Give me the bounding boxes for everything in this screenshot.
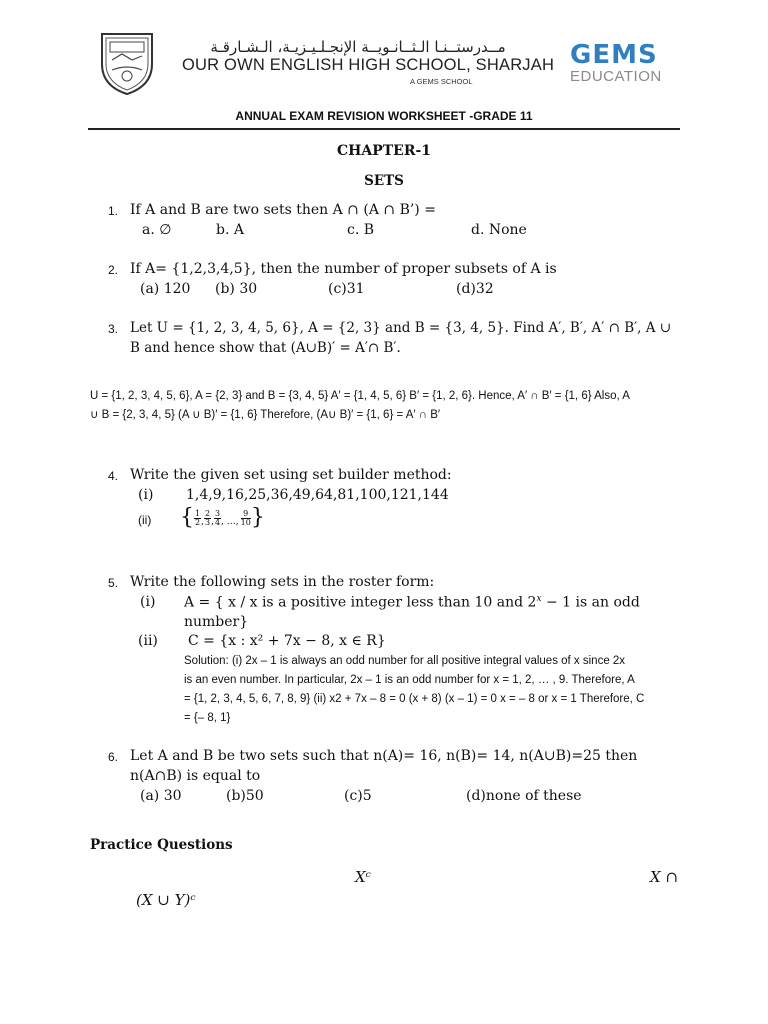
q6-option-c: (c)5 bbox=[344, 788, 372, 804]
question-1-text: If A and B are two sets then A ∩ (A ∩ B’) = bbox=[130, 202, 436, 218]
q6-option-a: (a) 30 bbox=[140, 788, 182, 804]
question-number: 1. bbox=[108, 204, 119, 218]
left-brace: { bbox=[180, 505, 194, 530]
question-5-text: Write the following sets in the roster form: bbox=[130, 574, 435, 590]
q2-option-c: (c)31 bbox=[328, 281, 365, 297]
right-brace: } bbox=[250, 505, 265, 530]
chapter-heading: CHAPTER-1 bbox=[336, 143, 432, 159]
question-2-text: If A= {1,2,3,4,5}, then the number of proper subsets of A is bbox=[130, 261, 557, 277]
q6-option-d: (d)none of these bbox=[466, 788, 582, 804]
q5-part-ii-text: C = {x : x² + 7x − 8, x ∈ R} bbox=[188, 633, 386, 649]
q1-option-b: b. A bbox=[216, 222, 244, 238]
question-4-text: Write the given set using set builder method: bbox=[130, 467, 452, 483]
topic-heading: SETS bbox=[364, 173, 404, 189]
q4-part-i-label: (i) bbox=[138, 487, 154, 503]
q1-option-a: a. ∅ bbox=[142, 222, 172, 238]
question-6-line-2: n(A∩B) is equal to bbox=[130, 768, 261, 784]
q5-solution-line-3: = {1, 2, 3, 4, 5, 6, 7, 8, 9} (ii) x2 + 7x – 8 = 0 (x + 8) (x – 1) = 0 x = – 8 or x = 1 Therefore, C bbox=[184, 693, 645, 705]
gems-wordmark: GEMS bbox=[570, 40, 658, 70]
question-6-line-1: Let A and B be two sets such that n(A)= 16, n(B)= 14, n(A∪B)=25 then bbox=[130, 748, 638, 764]
school-crest-icon bbox=[96, 30, 158, 96]
q1-option-d: d. None bbox=[471, 222, 527, 238]
q2-option-b: (b) 30 bbox=[215, 281, 258, 297]
question-3-solution-line-2: ∪ B = {2, 3, 4, 5} (A ∪ B)′ = {1, 6} Therefore, (A∪ B)′ = {1, 6} = A′ ∩ B′ bbox=[90, 409, 441, 421]
question-3-line-1: Let U = {1, 2, 3, 4, 5, 6}, A = {2, 3} and B = {3, 4, 5}. Find A′, B′, A′ ∩ B′, A ∪ bbox=[130, 320, 672, 336]
gems-education-label: EDUCATION bbox=[570, 68, 662, 85]
fraction: $\frac{2}{3}$ bbox=[204, 508, 211, 527]
question-number: 2. bbox=[108, 263, 119, 277]
fraction: $\frac{3}{4}$ bbox=[214, 508, 221, 527]
practice-expression-complement: Xᶜ bbox=[355, 868, 371, 886]
practice-expression-intersection: X ∩ bbox=[650, 868, 679, 886]
practice-expression-union-complement: (X ∪ Y)ᶜ bbox=[136, 891, 196, 909]
question-number: 5. bbox=[108, 576, 119, 590]
question-number: 3. bbox=[108, 322, 119, 336]
question-3-solution-line-1: U = {1, 2, 3, 4, 5, 6}, A = {2, 3} and B = {3, 4, 5} A′ = {1, 4, 5, 6} B′ = {1, 2, 6}. Hence, A′ ∩ B′ = {1, 6} Also, A bbox=[90, 390, 630, 402]
q5-part-ii-label: (ii) bbox=[138, 633, 158, 649]
q4-part-i-sequence: 1,4,9,16,25,36,49,64,81,100,121,144 bbox=[186, 487, 449, 503]
ellipsis: , …, bbox=[221, 517, 239, 527]
question-number: 6. bbox=[108, 750, 119, 764]
fraction: $\frac{1}{2}$ bbox=[195, 508, 201, 527]
q4-part-ii-fraction-set: { $\frac{1}{2}$ , $\frac{2}{3}$ , $\frac{3}{4}$ , …, $\frac{9}{10}$ } bbox=[180, 505, 265, 530]
school-tagline: A GEMS SCHOOL bbox=[410, 77, 473, 86]
gems-education-logo bbox=[570, 42, 662, 85]
q5-part-i-label: (i) bbox=[140, 594, 156, 610]
q2-option-d: (d)32 bbox=[456, 281, 494, 297]
q5-part-i-text-b: − 1 is an odd bbox=[541, 594, 640, 611]
fraction: $\frac{9}{10}$ bbox=[240, 508, 251, 527]
q2-option-a: (a) 120 bbox=[140, 281, 191, 297]
q5-solution-line-4: = {– 8, 1} bbox=[184, 712, 231, 724]
exponent: x bbox=[536, 594, 542, 604]
q5-part-i-text-a: A = { x / x is a positive integer less than 10 and 2 bbox=[184, 594, 537, 611]
q1-option-c: c. B bbox=[347, 222, 375, 238]
q5-part-i-line-2: number} bbox=[184, 614, 249, 630]
q6-option-b: (b)50 bbox=[226, 788, 264, 804]
arabic-school-name: مــدرستــنـا الـثــانـويــة الإنجـلـيـزيـة، الـشـارقـة bbox=[210, 38, 506, 56]
q5-part-i-text bbox=[184, 594, 640, 611]
question-3-line-2: B and hence show that (A∪B)′ = A′∩ B′. bbox=[130, 340, 401, 356]
document-title: ANNUAL EXAM REVISION WORKSHEET -GRADE 11 bbox=[235, 109, 533, 123]
practice-heading: Practice Questions bbox=[90, 837, 233, 853]
q5-solution-line-2: is an even number. In particular, 2x – 1 is an odd number for x = 1, 2, … , 9. Therefore, A bbox=[184, 674, 635, 686]
school-name: OUR OWN ENGLISH HIGH SCHOOL, SHARJAH bbox=[182, 56, 555, 74]
question-number: 4. bbox=[108, 469, 119, 483]
title-divider bbox=[88, 128, 680, 130]
q4-part-ii-label: (ii) bbox=[138, 513, 152, 527]
q5-solution-line-1: Solution: (i) 2x – 1 is always an odd number for all positive integral values of x since 2x bbox=[184, 655, 626, 667]
